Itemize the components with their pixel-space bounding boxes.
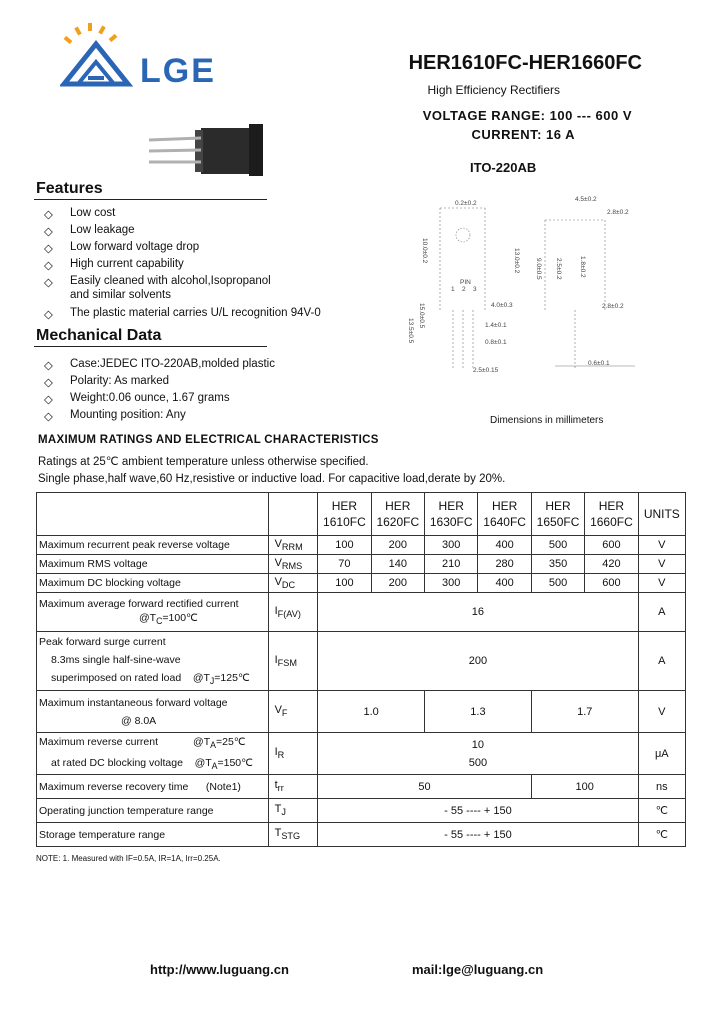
dim-label: 4.0±0.3 <box>491 302 513 309</box>
dim-label: 0.8±0.1 <box>485 339 507 346</box>
footer-website-link[interactable]: http://www.luguang.cn <box>150 962 289 977</box>
table-row: Storage temperature range $T_{STG}$ - 55 ---- + 150 ℃ <box>37 823 686 847</box>
mechanical-item: Case:JEDEC ITO-220AB,molded plastic <box>70 358 275 370</box>
table-row: Maximum RMS voltage $V_{RMS}$ 70 140 210 280 350 420 V <box>37 555 686 574</box>
current-rating: CURRENT: 16 A <box>471 127 575 142</box>
units-header: UNITS <box>638 493 685 536</box>
table-row: Maximum DC blocking voltage $V_{DC}$ 100 200 300 400 500 600 V <box>37 574 686 593</box>
bullet-icon: ◇ <box>44 243 53 255</box>
dim-label: 15.0±0.5 <box>418 303 425 329</box>
dim-label: 3 <box>473 286 477 293</box>
dim-label: 1.4±0.1 <box>485 322 507 329</box>
table-row: Operating junction temperature range $T_J$ - 55 ---- + 150 ℃ <box>37 799 686 823</box>
features-rule <box>34 199 267 200</box>
column-header: HER 1660FC <box>585 493 638 536</box>
bullet-icon: ◇ <box>44 377 53 389</box>
bullet-icon: ◇ <box>44 309 53 321</box>
table-row: Maximum average forward rectified current $@T_C=100℃$ $I_{F(AV)}$ 16 A <box>37 593 686 632</box>
voltage-range: VOLTAGE RANGE: 100 --- 600 V <box>422 108 632 123</box>
blank-header-cell <box>37 493 269 536</box>
dimension-drawing <box>405 190 645 390</box>
mechanical-item: Weight:0.06 ounce, 1.67 grams <box>70 392 230 404</box>
dim-label: 1 <box>451 286 455 293</box>
component-photo <box>145 120 270 180</box>
ratings-note-load: Single phase,half wave,60 Hz,resistive or inductive load. For capacitive load,derate by 20%. <box>38 473 506 485</box>
package-name: ITO-220AB <box>470 160 537 175</box>
table-row: Maximum recurrent peak reverse voltage $V_{RRM}$ 100 200 300 400 500 600 V <box>37 536 686 555</box>
column-header: HER 1610FC <box>318 493 371 536</box>
column-header: HER 1640FC <box>478 493 531 536</box>
ratings-heading: MAXIMUM RATINGS AND ELECTRICAL CHARACTERISTICS <box>38 434 379 446</box>
mechanical-heading: Mechanical Data <box>36 327 162 344</box>
dim-label: 2.5±0.15 <box>473 367 499 374</box>
table-row: Maximum reverse recovery time (Note1) $t_{rr}$ 50 100 ns <box>37 775 686 799</box>
dim-label: 13.0±0.2 <box>513 248 520 274</box>
bullet-icon: ◇ <box>44 260 53 272</box>
column-header: HER 1630FC <box>425 493 478 536</box>
feature-item: The plastic material carries U/L recognition 94V-0 <box>70 307 321 319</box>
ratings-note-ambient: Ratings at 25℃ ambient temperature unless otherwise specified. <box>38 456 369 468</box>
feature-item: High current capability <box>70 258 184 270</box>
mechanical-rule <box>34 346 267 347</box>
column-header: HER 1650FC <box>531 493 584 536</box>
bullet-icon: ◇ <box>44 411 53 423</box>
dim-label: 13.5±0.5 <box>407 318 414 344</box>
table-header-row <box>37 493 686 536</box>
column-header: HER 1620FC <box>371 493 424 536</box>
feature-item: Low forward voltage drop <box>70 241 200 253</box>
dim-label: 1.8±0.2 <box>579 256 586 278</box>
bullet-icon: ◇ <box>44 360 53 372</box>
feature-item: Low leakage <box>70 224 135 236</box>
dim-label: 2 <box>462 286 466 293</box>
bullet-icon: ◇ <box>44 209 53 221</box>
dim-label: 2.5±0.2 <box>555 258 562 280</box>
dim-label: 0.2±0.2 <box>455 200 477 207</box>
bullet-icon: ◇ <box>44 277 53 289</box>
table-row: Maximum instantaneous forward voltage @ 8.0A $V_F$ 1.0 1.3 1.7 V <box>37 691 686 733</box>
brand-name: LGE <box>140 52 216 90</box>
subtitle: High Efficiency Rectifiers <box>427 83 560 97</box>
bullet-icon: ◇ <box>44 394 53 406</box>
dim-label: 0.6±0.1 <box>588 360 610 367</box>
mechanical-item: Mounting position: Any <box>70 409 186 421</box>
feature-item: Easily cleaned with alcohol,Isopropanol <box>70 275 271 287</box>
dim-label: 4.5±0.2 <box>575 196 597 203</box>
dim-label: PIN <box>460 279 471 286</box>
bullet-icon: ◇ <box>44 226 53 238</box>
blank-header-cell <box>268 493 318 536</box>
table-footnote: NOTE: 1. Measured with IF=0.5A, IR=1A, Irr=0.25A. <box>36 854 221 863</box>
dim-label: 10.0±0.2 <box>421 238 428 264</box>
feature-item-continued: and similar solvents <box>70 289 171 301</box>
lge-logo-icon <box>60 22 140 92</box>
table-row: Peak forward surge current 8.3ms single half-sine-wave superimposed on rated load $@T_J=125℃$ $I_{FSM}$ 200 A <box>37 632 686 691</box>
diagram-caption: Dimensions in millimeters <box>490 415 604 426</box>
ratings-table <box>36 492 686 847</box>
feature-item: Low cost <box>70 207 116 219</box>
dim-label: 9.0±0.5 <box>535 258 542 280</box>
mechanical-item: Polarity: As marked <box>70 375 170 387</box>
part-number-title: HER1610FC-HER1660FC <box>408 52 642 74</box>
dim-label: 2.8±0.2 <box>607 209 629 216</box>
dim-label: 2.8±0.2 <box>602 303 624 310</box>
table-row: Maximum reverse current $@T_A=25℃$ at rated DC blocking voltage $@T_A=150℃$ $I_R$ 10 500 μA <box>37 733 686 775</box>
features-heading: Features <box>36 180 103 197</box>
footer-email-link[interactable]: mail:lge@luguang.cn <box>412 962 544 977</box>
